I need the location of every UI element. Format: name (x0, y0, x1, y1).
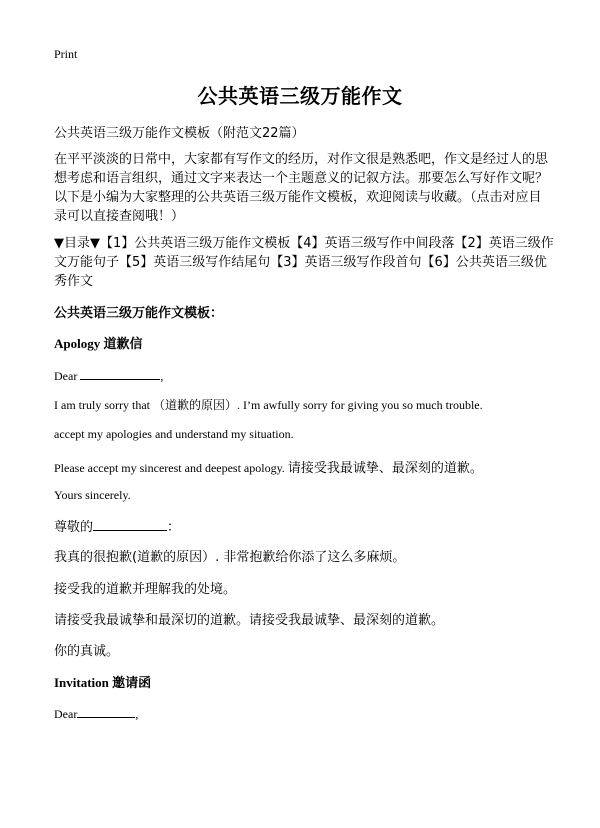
dear-label: Dear (54, 707, 78, 721)
apology-line-3 (54, 457, 483, 476)
zh-line-2: 接受我的道歉并理解我的处境。 (54, 582, 237, 597)
dear-comma: , (160, 369, 164, 383)
dear-label: Dear (54, 369, 78, 383)
zh-line-1: 我真的很抱歉(道歉的原因）. 非常抱歉给你添了这么多麻烦。 (54, 550, 406, 565)
apology-heading (54, 333, 143, 352)
apology-line-1-zh: （道歉的原因） (152, 398, 237, 412)
invitation-heading-zh: 邀请函 (112, 676, 152, 691)
apology-dear-line (54, 367, 163, 384)
apology-line-1-en-b: . I’m awfully sorry for giving you so much trouble. (237, 398, 483, 412)
apology-line-1 (54, 396, 483, 413)
apology-heading-en: Apology (54, 336, 101, 351)
apology-line-3-zh: 请接受我最诚挚、最深刻的道歉。 (287, 461, 483, 476)
apology-line-4: Yours sincerely. (54, 488, 131, 502)
zh-line-4: 你的真诚。 (54, 644, 120, 659)
zun-prefix: 尊敬的 (54, 520, 94, 535)
dear-comma: , (135, 707, 139, 721)
intro-paragraph: 在平平淡淡的日常中，大家都有写作文的经历，对作文很是熟悉吧，作文是经过人的思想考虑和语言组织，通过文字来表达一个主题意义的记叙方法。那要怎么写好作文呢？以下是小编为大家整理的公共英语三级万能作文模板，欢迎阅读与收藏。（点击对应目录可以直接查阅哦！） (54, 152, 549, 224)
section-heading: 公共英语三级万能作文模板： (54, 306, 224, 321)
zh-line-3: 请接受我最诚挚和最深切的道歉。请接受我最诚挚、最深刻的道歉。 (54, 613, 445, 628)
page-title: 公共英语三级万能作文 (197, 84, 403, 108)
document-subtitle: 公共英语三级万能作文模板（附范文22篇） (54, 126, 305, 141)
blank-line (93, 518, 167, 531)
apology-line-1-en-a: I am truly sorry that (54, 398, 150, 412)
apology-line-2: accept my apologies and understand my situation. (54, 427, 294, 441)
print-label[interactable]: Print (54, 47, 78, 61)
invitation-heading-en: Invitation (54, 675, 109, 690)
table-of-contents[interactable]: ▼目录▼【1】公共英语三级万能作文模板【4】英语三级写作中间段落【2】英语三级作文万能句子【5】英语三级写作结尾句【3】英语三级写作段首句【6】公共英语三级优秀作文 (54, 236, 554, 289)
apology-line-3-en: Please accept my sincerest and deepest apology. (54, 461, 285, 475)
invitation-dear-line (54, 705, 138, 722)
blank-line (80, 367, 160, 380)
blank-line (77, 705, 135, 718)
zun-line (54, 516, 180, 535)
zun-suffix: ： (167, 520, 181, 535)
invitation-heading (54, 672, 151, 691)
apology-heading-zh: 道歉信 (103, 337, 143, 352)
